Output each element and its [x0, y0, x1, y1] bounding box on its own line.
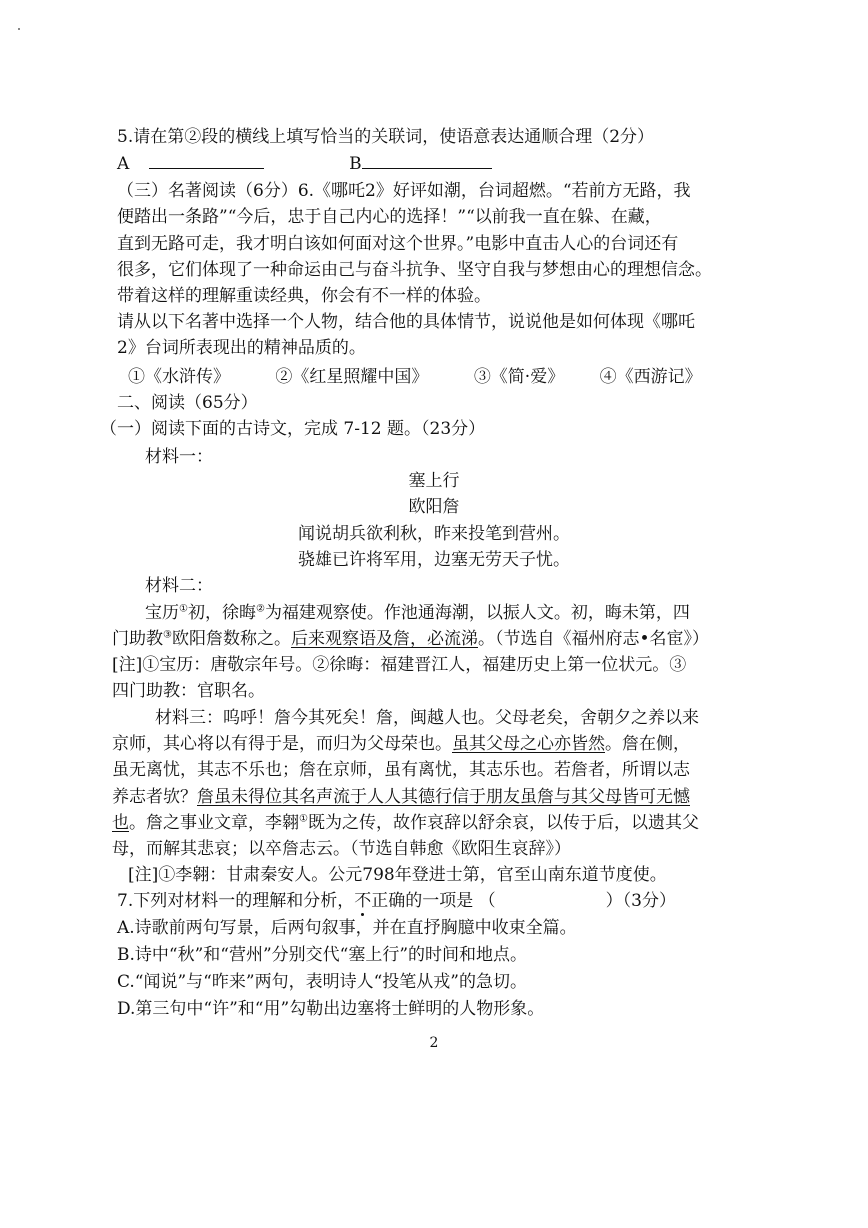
question-5: 5.请在第②段的横线上填写恰当的关联词，使语意表达通顺合理（2分）: [117, 127, 655, 147]
blank-a-label: A: [117, 154, 130, 174]
material-2-note-2: 四门助教：官职名。: [112, 681, 265, 701]
underlined-sentence-3: 詹虽未得位其名声流于人人其德行信于朋友虽詹与其父母皆可无憾: [197, 787, 690, 807]
section-2-part-1: （一）阅读下面的古诗文，完成 7-12 题。（23分）: [100, 419, 486, 439]
q6-line-6: 请从以下名著中选择一个人物，结合他的具体情节，说说他是如何体现《哪吒: [117, 312, 695, 332]
q6-line-5: 带着这样的理解重读经典，你会有不一样的体验。: [117, 286, 491, 306]
q7-option-a: A.诗歌前两句写景，后两句叙事，并在直抒胸臆中收束全篇。: [117, 918, 577, 938]
material-3-line-2: 京师，其心将以有得于是，而归为父母荣也。虽其父母之心亦皆然。詹在侧，: [112, 734, 690, 754]
q6-line-7: 2》台词所表现出的精神品质的。: [117, 338, 366, 358]
emphasis-dot: 不: [354, 891, 372, 911]
q7-option-c: C.“闻说”与“昨来”两句，表明诗人“投笔从戎”的急切。: [117, 972, 527, 992]
material-2-label: 材料二：: [145, 576, 213, 596]
question-5-blanks: [117, 152, 492, 175]
page-number: 2: [429, 1035, 439, 1051]
q7-option-b: B.诗中“秋”和“营州”分别交代“塞上行”的时间和地点。: [117, 945, 528, 965]
question-7-stem: 7.下列对材料一的理解和分析，不正确的一项是 （ ）（3分）: [117, 891, 676, 911]
underlined-sentence-1: 后来观察语及詹，必流涕: [290, 629, 478, 649]
material-3-line-1: 材料三：呜呼！詹今其死矣！詹，闽越人也。父母老矣，舍朝夕之养以来: [155, 708, 699, 728]
material-2-line-2: 门助教③欧阳詹数称之。后来观察语及詹，必流涕。（节选自《福州府志•名宦》）: [112, 629, 709, 649]
option-1: ①《水浒传》: [128, 367, 230, 387]
section-2-title: 二、阅读（65分）: [117, 393, 258, 413]
material-3-line-6: 母，而解其悲哀；以卒詹志云。（节选自韩愈《欧阳生哀辞》）: [112, 839, 571, 859]
poem-line-2: 骁雄已许将军用，边塞无劳天子忧。: [298, 550, 570, 570]
poem-line-1: 闻说胡兵欲利秋，昨来投笔到营州。: [298, 524, 570, 544]
poem-title: 塞上行: [408, 471, 460, 491]
blank-b-label: B: [349, 154, 362, 174]
option-4: ④《西游记》: [599, 367, 702, 387]
blank-a-field[interactable]: [149, 152, 264, 169]
option-3: ③《简·爱》: [473, 367, 565, 387]
answer-slot[interactable]: [496, 890, 606, 906]
blank-b-field[interactable]: [362, 152, 492, 169]
material-2-line-1: 宝历①初，徐晦②为福建观察使。作池通海潮，以振人文。初，晦未第，四: [145, 603, 690, 623]
option-2: ②《红星照耀中国》: [275, 367, 429, 387]
material-3-note: [注]①李翱：甘肃秦安人。公元798年登进士第，官至山南东道节度使。: [128, 865, 667, 885]
q6-line-1: （三）名著阅读（6分）6.《哪吒2》好评如潮，台词超燃。“若前方无路，我: [117, 181, 691, 201]
underlined-sentence-2: 虽其父母之心亦皆然: [452, 734, 605, 754]
material-3-line-3: 虽无离忧，其志不乐也；詹在京师，虽有离忧，其志乐也。若詹者，所谓以志: [112, 760, 690, 780]
material-1-label: 材料一：: [145, 447, 213, 467]
scan-speck: [18, 28, 20, 30]
q6-line-2: 便踏出一条路”“今后，忠于自己内心的选择！”“以前我一直在躲、在藏，: [117, 207, 662, 227]
material-2-note-1: [注]①宝历：唐敬宗年号。②徐晦：福建晋江人，福建历史上第一位状元。③: [112, 655, 687, 675]
material-3-line-4: 养志者欤？詹虽未得位其名声流于人人其德行信于朋友虽詹与其父母皆可无憾: [112, 787, 690, 807]
material-3-line-5: 也。詹之事业文章，李翱①既为之传，故作哀辞以舒余哀，以传于后，以遗其父: [112, 813, 699, 833]
q6-line-3: 直到无路可走，我才明白该如何面对这个世界。”电影中直击人心的台词还有: [117, 234, 679, 254]
q6-line-4: 很多，它们体现了一种命运由己与奋斗抗争、坚守自我与梦想由心的理想信念。: [117, 260, 712, 280]
q7-option-d: D.第三句中“许”和“用”勾勒出边塞将士鲜明的人物形象。: [117, 999, 545, 1019]
poem-author: 欧阳詹: [408, 497, 460, 517]
q6-options: [128, 366, 742, 388]
